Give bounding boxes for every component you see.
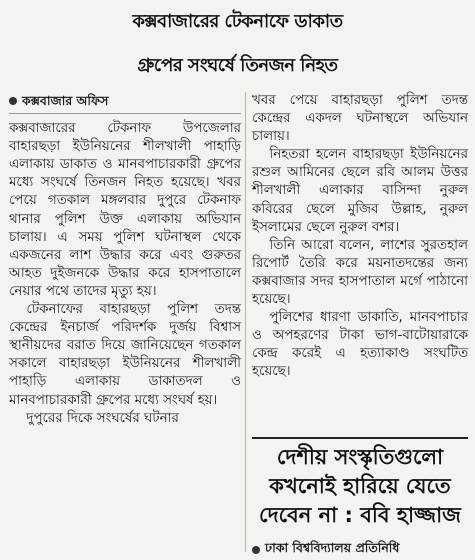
teaser-line-2: কখনোই হারিয়ে যেতে (269, 474, 451, 498)
paragraph: কক্সবাজারের টেকনাফ উপজেলার বাহারছড়া ইউনিয়নের শীলখালী পাহাড়ি এলাকায় ডাকাত ও মানবপাচারকারী গ্রুপের মধ্যে সংঘর্ষে তিনজন নিহত হয়েছে। খবর পেয়ে গতকাল মঙ্গলবার দুপুরে টেকনাফ থানার পুলিশ উক্ত এলাকায় অভিযান চালায়। এ সময় পুলিশ ঘটনাস্থল থেকে একজনের লাশ উদ্ধার করে এবং গুরুতর আহত দুইজনকে উদ্ধার করে হাসপাতালে নেয়ার পথে তাদের মৃত্যু হয়। (9, 121, 241, 299)
column-divider (245, 92, 246, 552)
paragraph: তিনি আরো বলেন, লাশের সুরতহাল রিপোর্ট তৈরি করে ময়নাতদন্তের জন্য কক্সবাজার সদর হাসপাতাল মর্গে পাঠানো হয়েছে। (252, 237, 468, 308)
article-left-column (9, 92, 241, 428)
teaser-byline-text: ঢাকা বিশ্ববিদ্যালয় প্রতিনিধি (265, 540, 400, 555)
bullet-icon (252, 546, 260, 554)
paragraph: টেকনাফের বাহারছড়া পুলিশ তদন্ত কেন্দ্রের ইনচার্জ পরিদর্শক দুর্জয় বিশ্বাস স্থানীয়দের বরাত দিয়ে জানিয়েছেন গতকাল সকালে বাহারছড়া ইউনিয়নের শীলখালী পাহাড়ি এলাকায় ডাকাতদল ও মানবপাচারকারী গ্রুপের মধ্যে সংঘর্ষ হয়। (9, 302, 241, 408)
headline (0, 0, 475, 88)
teaser-headline (252, 437, 468, 530)
headline-line-2: গ্রুপের সংঘর্ষে তিনজন নিহত (137, 55, 338, 76)
paragraph: খবর পেয়ে বাহারছড়া পুলিশ তদন্ত কেন্দ্রের একদল ঘটনাস্থলে অভিযান চালায়। (252, 93, 468, 145)
paragraph: পুলিশের ধারণা ডাকাতি, মানবপাচার ও অপহরণের টাকা ভাগ-বাটোয়ারাকে কেন্দ্র করেই এ হত্যাকাণ্ড সংঘটিত হয়েছে। (252, 310, 468, 380)
teaser-line-3: দেবেন না : ববি হাজ্জাজ (259, 503, 461, 527)
byline-text: কক্সবাজার অফিস (22, 93, 109, 108)
teaser-byline (252, 540, 472, 560)
paragraph: দুপুরের দিকে সংঘর্ষের ঘটনার (26, 410, 179, 426)
article-right-column (252, 92, 468, 382)
bullet-icon (9, 97, 17, 105)
teaser-line-1: দেশীয় সংস্কৃতিগুলো (276, 445, 444, 469)
byline (9, 92, 241, 110)
paragraph: নিহতরা হলেন বাহারছড়া ইউনিয়নের রশুল আমিনের ছেলে রবি আলম উত্তর শীলখালী এলাকার বাসিন্দা নুরুল কবিরের ছেলে মুজিব উল্লাহ, নুরুল ইসলামের ছেলে নুরুল বশর। (252, 147, 468, 235)
headline-line-1: কক্সবাজারের টেকনাফে ডাকাত (132, 11, 343, 32)
byline-divider (9, 113, 241, 114)
